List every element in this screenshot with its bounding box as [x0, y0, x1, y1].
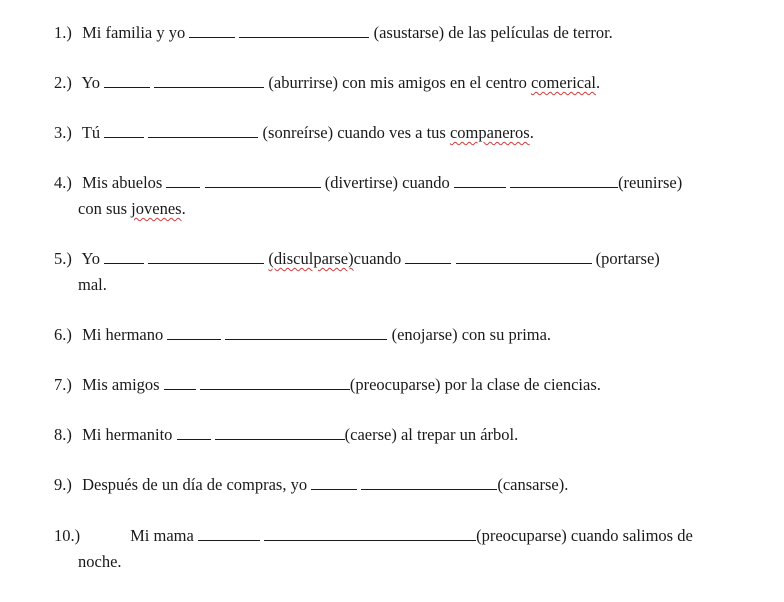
blank-reflexive-pronoun-2[interactable] — [454, 172, 506, 188]
exercise-verb: (aburrirse) — [268, 73, 339, 92]
exercise-rest: al trepar un árbol. — [400, 425, 519, 444]
blank-verb-conjugation[interactable] — [148, 122, 258, 138]
blank-reflexive-pronoun[interactable] — [166, 172, 200, 188]
exercise-10 — [54, 523, 693, 548]
exercise-5 — [54, 246, 660, 271]
blank-reflexive-pronoun[interactable] — [104, 72, 150, 88]
exercise-rest: con mis amigos en el centro — [342, 73, 527, 92]
exercise-verb: (enojarse) — [391, 325, 458, 344]
exercise-verb: (preocuparse) — [349, 375, 441, 394]
exercise-subject: Mi hermanito — [82, 425, 173, 444]
blank-reflexive-pronoun[interactable] — [164, 374, 196, 390]
exercise-verb: (caerse) — [344, 425, 397, 444]
blank-verb-conjugation[interactable] — [225, 324, 387, 340]
blank-verb-conjugation-2[interactable] — [510, 172, 618, 188]
blank-reflexive-pronoun[interactable] — [104, 248, 144, 264]
misspelled-word: jovenes — [131, 199, 182, 218]
exercise-period: . — [529, 123, 534, 142]
misspelled-word: companeros — [449, 123, 530, 142]
exercise-number: 1.) — [54, 23, 72, 42]
exercise-subject: Mi familia y yo — [82, 23, 186, 42]
exercise-number: 2.) — [54, 73, 72, 92]
exercise-7 — [54, 372, 601, 397]
exercise-verb: (asustarse) — [373, 23, 445, 42]
blank-verb-conjugation-2[interactable] — [456, 248, 592, 264]
blank-verb-conjugation[interactable] — [361, 474, 497, 490]
exercise-subject: Después de un día de compras, yo — [82, 475, 308, 494]
exercise-rest: cuando ves a tus — [337, 123, 446, 142]
blank-verb-conjugation[interactable] — [148, 248, 264, 264]
blank-reflexive-pronoun[interactable] — [104, 122, 144, 138]
blank-verb-conjugation[interactable] — [239, 22, 369, 38]
exercise-rest: mal. — [78, 275, 107, 294]
exercise-rest: de las películas de terror. — [448, 23, 613, 42]
exercise-4 — [54, 170, 682, 195]
exercise-rest: con su prima. — [461, 325, 552, 344]
exercise-verb: (preocuparse) — [476, 526, 567, 545]
blank-reflexive-pronoun[interactable] — [177, 424, 211, 440]
exercise-rest: con sus — [78, 199, 128, 218]
exercise-number: 4.) — [54, 173, 72, 192]
blank-verb-conjugation[interactable] — [264, 525, 476, 541]
blank-verb-conjugation[interactable] — [154, 72, 264, 88]
exercise-subject: Yo — [81, 73, 101, 92]
blank-verb-conjugation[interactable] — [200, 374, 350, 390]
exercise-4-continuation — [78, 196, 186, 221]
exercise-8 — [54, 422, 518, 447]
exercise-subject: Mi mama — [130, 526, 194, 545]
exercise-number: 8.) — [54, 425, 72, 444]
exercise-connector: cuando — [353, 249, 402, 268]
exercise-subject: Tú — [81, 123, 101, 142]
misspelled-word: comerical — [530, 73, 597, 92]
exercise-number: 5.) — [54, 249, 72, 268]
blank-reflexive-pronoun[interactable] — [198, 525, 260, 541]
exercise-subject: Mis amigos — [82, 375, 160, 394]
exercise-period: . — [181, 199, 186, 218]
exercise-connector: cuando — [402, 173, 450, 192]
exercise-1 — [54, 20, 613, 45]
exercise-verb: (sonreírse) — [262, 123, 334, 142]
exercise-verb-2: (portarse) — [595, 249, 660, 268]
blank-reflexive-pronoun[interactable] — [311, 474, 357, 490]
blank-reflexive-pronoun-2[interactable] — [405, 248, 451, 264]
exercise-6 — [54, 322, 551, 347]
exercise-9 — [54, 472, 568, 497]
exercise-verb: (cansarse) — [497, 475, 565, 494]
exercise-subject: Mis abuelos — [82, 173, 163, 192]
exercise-verb-2: (reunirse) — [618, 173, 683, 192]
blank-verb-conjugation[interactable] — [205, 172, 321, 188]
exercise-verb: (divertirse) — [324, 173, 399, 192]
exercise-verb: (disculparse) — [268, 249, 354, 268]
blank-reflexive-pronoun[interactable] — [189, 22, 235, 38]
exercise-rest: por la clase de ciencias. — [444, 375, 601, 394]
blank-verb-conjugation[interactable] — [215, 424, 345, 440]
exercise-rest: cuando salimos de — [570, 526, 693, 545]
blank-reflexive-pronoun[interactable] — [167, 324, 221, 340]
exercise-number: 3.) — [54, 123, 72, 142]
exercise-5-continuation — [78, 272, 107, 297]
exercise-3 — [54, 120, 534, 145]
exercise-subject: Yo — [81, 249, 101, 268]
exercise-number: 7.) — [54, 375, 72, 394]
exercise-number: 10.) — [54, 526, 81, 545]
exercise-period: . — [596, 73, 601, 92]
exercise-number: 6.) — [54, 325, 72, 344]
exercise-10-continuation — [78, 549, 122, 574]
exercise-rest: noche. — [78, 552, 122, 571]
exercise-subject: Mi hermano — [82, 325, 164, 344]
exercise-2 — [54, 70, 600, 95]
exercise-period: . — [564, 475, 569, 494]
exercise-number: 9.) — [54, 475, 72, 494]
